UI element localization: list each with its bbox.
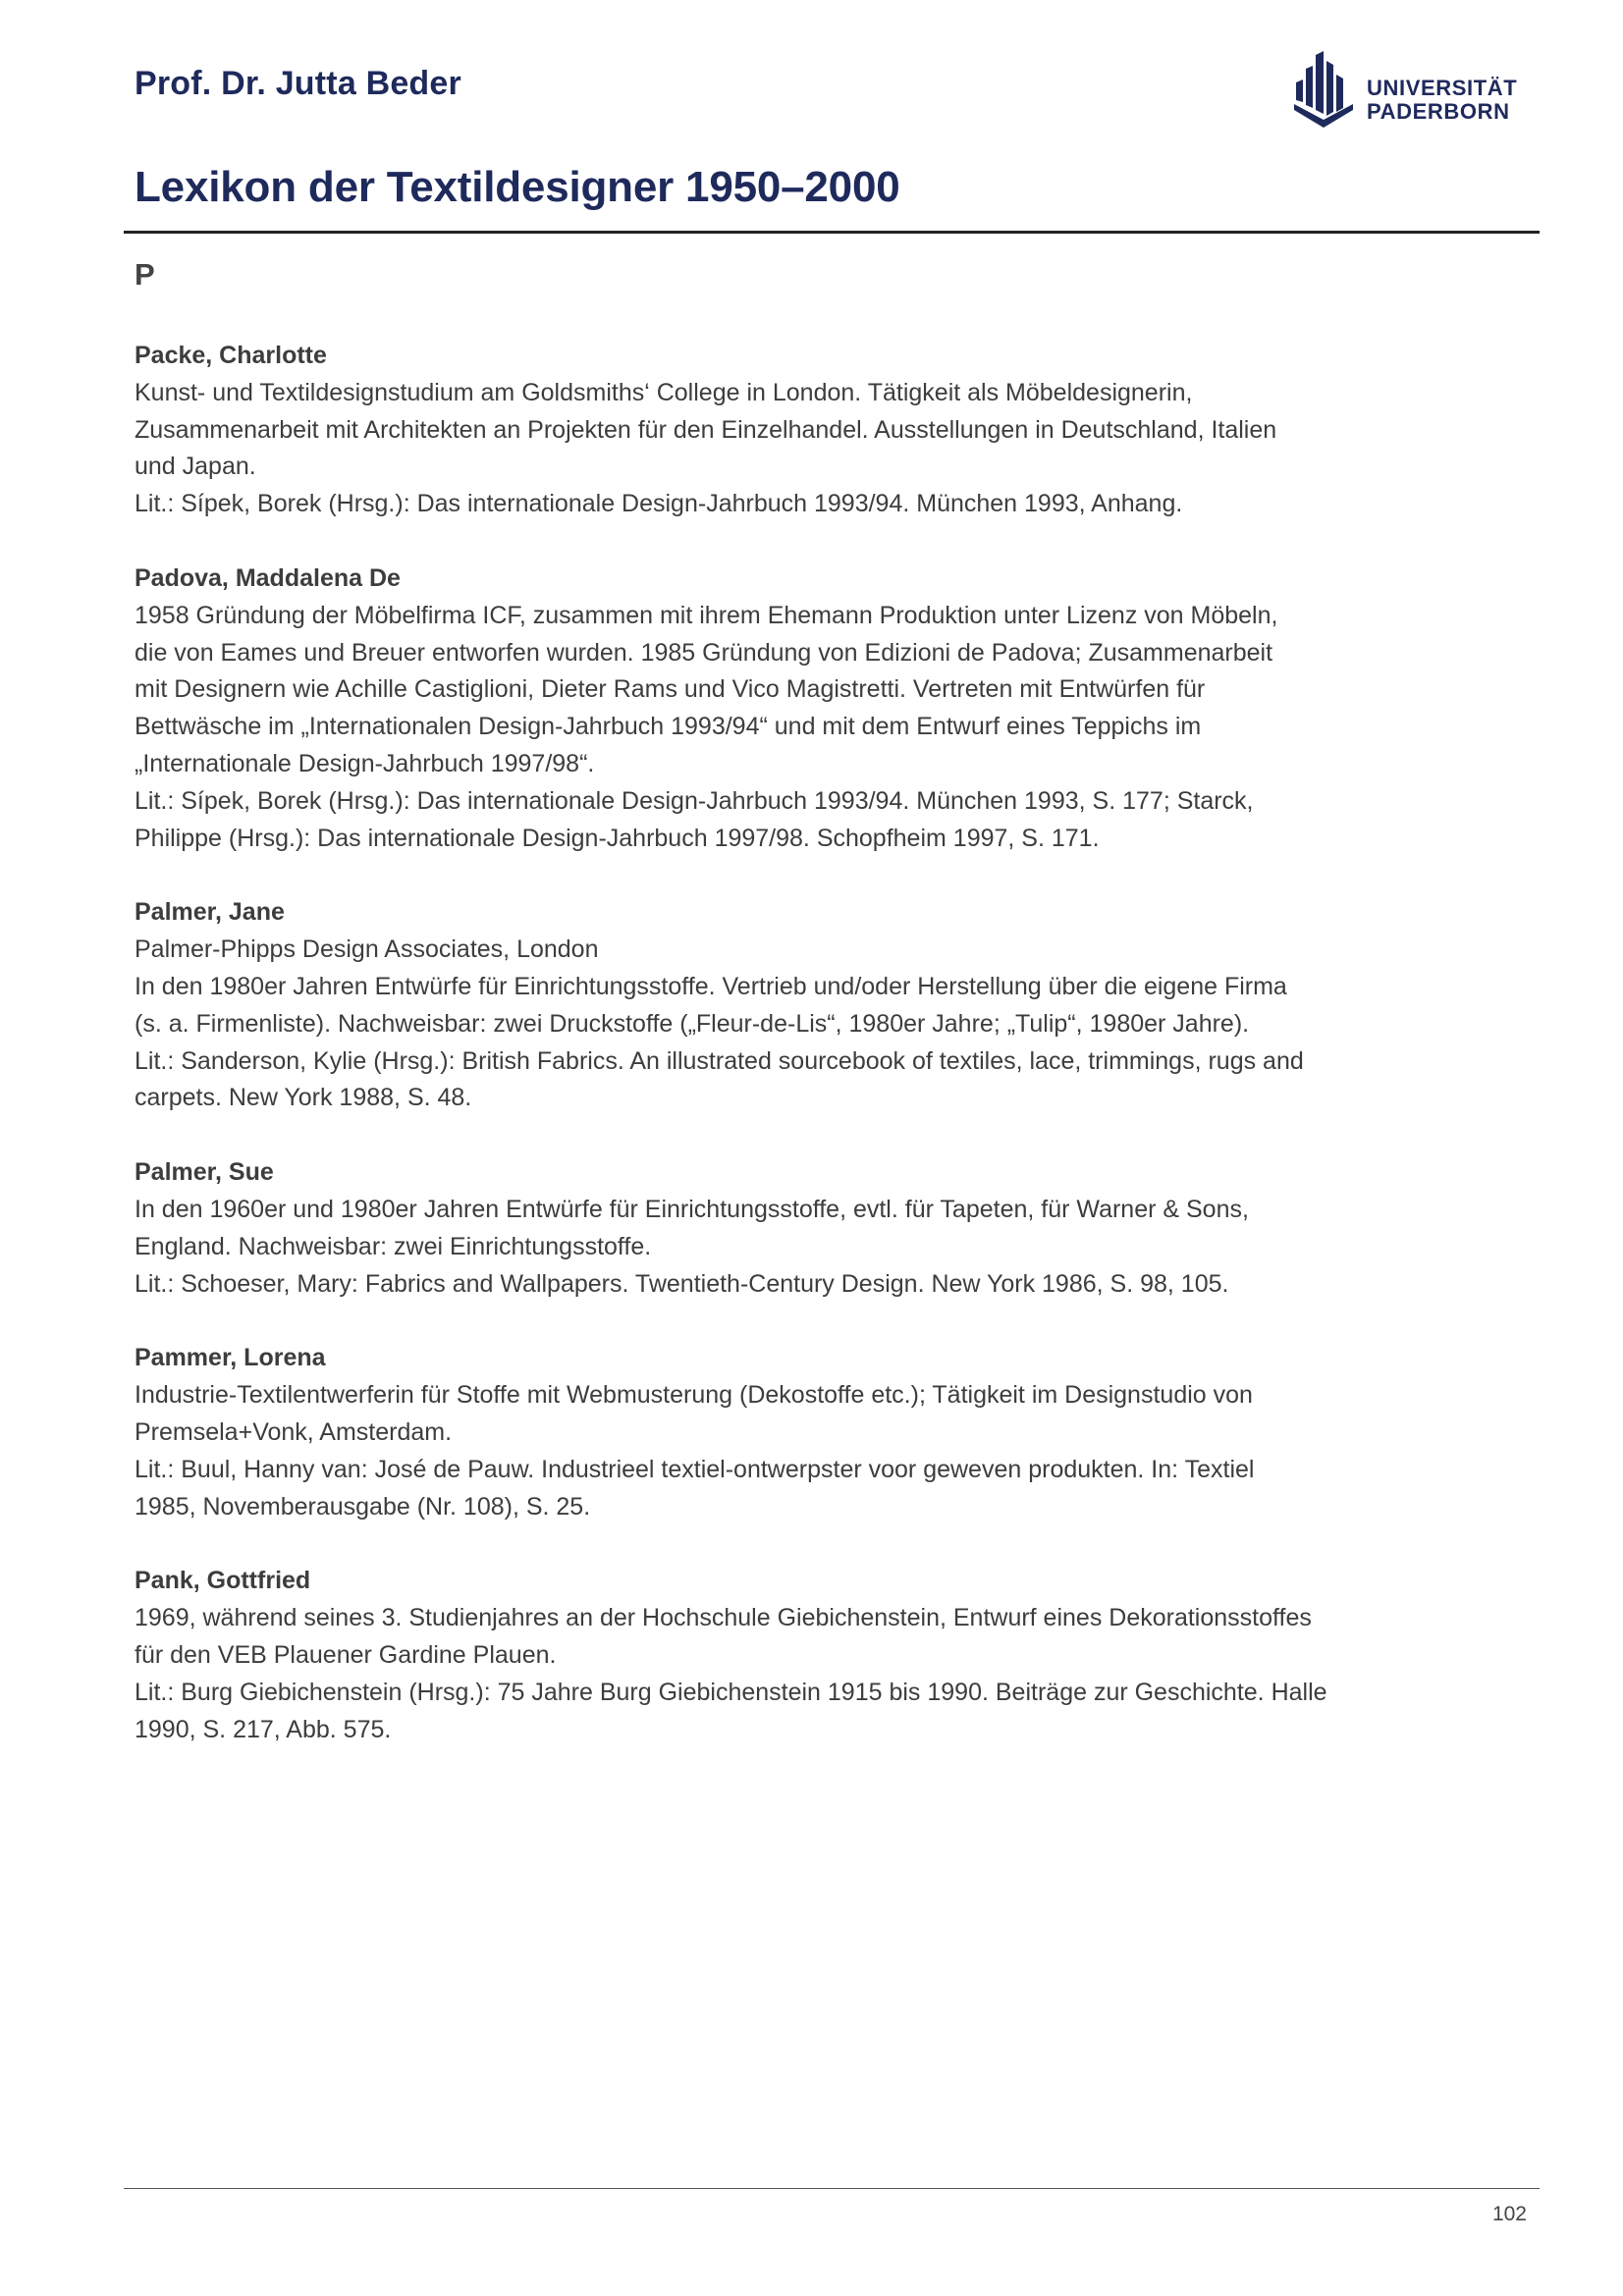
entry-literature: 1985, Novemberausgabe (Nr. 108), S. 25. [135, 1492, 591, 1521]
entry-line: Bettwäsche im „Internationalen Design-Jahrbuch 1993/94“ und mit dem Entwurf eines Teppichs im [135, 713, 1202, 741]
entry-line: 1958 Gründung der Möbelfirma ICF, zusammen mit ihrem Ehemann Produktion unter Lizenz von Möbeln, [135, 601, 1278, 629]
entry-literature: Lit.: Schoeser, Mary: Fabrics and Wallpapers. Twentieth-Century Design. New York 1986, S. 98, 105. [135, 1269, 1229, 1298]
page-title: Lexikon der Textildesigner 1950–2000 [135, 163, 900, 211]
entry-name: Padova, Maddalena De [135, 563, 401, 592]
entry-line: In den 1960er und 1980er Jahren Entwürfe für Einrichtungsstoffe, evtl. für Tapeten, für Warner & Sons, [135, 1195, 1249, 1223]
entry-literature: Lit.: Burg Giebichenstein (Hrsg.): 75 Jahre Burg Giebichenstein 1915 bis 1990. Beiträge zur Geschichte. Halle [135, 1678, 1327, 1706]
entry-name: Palmer, Jane [135, 898, 285, 927]
section-letter: P [135, 257, 155, 292]
title-divider [124, 231, 1540, 234]
entry [135, 561, 1489, 857]
entry [135, 1154, 1489, 1303]
entry [135, 1563, 1489, 1748]
entry-literature: Lit.: Sípek, Borek (Hrsg.): Das internationale Design-Jahrbuch 1993/94. München 1993, S. 177; Starck, [135, 786, 1254, 815]
entry [135, 1340, 1489, 1525]
entry-line: Industrie-Textilentwerferin für Stoffe mit Webmusterung (Dekostoffe etc.); Tätigkeit im Designstudio von [135, 1381, 1253, 1410]
entry-literature: Philippe (Hrsg.): Das internationale Design-Jahrbuch 1997/98. Schopfheim 1997, S. 171. [135, 824, 1100, 852]
entry-line: In den 1980er Jahren Entwürfe für Einrichtungsstoffe. Vertrieb und/oder Herstellung über die eigene Firma [135, 972, 1287, 1000]
footer-divider [124, 2188, 1540, 2189]
author-name: Prof. Dr. Jutta Beder [135, 65, 461, 102]
entry-line: 1969, während seines 3. Studienjahres an der Hochschule Giebichenstein, Entwurf eines Dekorationsstoffes [135, 1604, 1312, 1632]
entry [135, 338, 1489, 523]
entry-name: Pammer, Lorena [135, 1344, 326, 1372]
university-building-logo-icon [1294, 51, 1353, 132]
entry-name: Pank, Gottfried [135, 1567, 311, 1595]
university-name [1367, 77, 1517, 124]
university-name-line2: PADERBORN [1367, 99, 1510, 124]
entry-line: „Internationale Design-Jahrbuch 1997/98“. [135, 749, 595, 777]
entry-literature: carpets. New York 1988, S. 48. [135, 1084, 472, 1112]
entry-literature: Lit.: Sípek, Borek (Hrsg.): Das internationale Design-Jahrbuch 1993/94. München 1993, Anhang. [135, 490, 1183, 518]
entry-literature: 1990, S. 217, Abb. 575. [135, 1715, 392, 1743]
entry-line: für den VEB Plauener Gardine Plauen. [135, 1640, 557, 1669]
entry-literature: Lit.: Sanderson, Kylie (Hrsg.): British Fabrics. An illustrated sourcebook of textiles, lace, trimmings, rugs and [135, 1046, 1304, 1075]
entry-name: Packe, Charlotte [135, 342, 327, 369]
entry-line: und Japan. [135, 453, 256, 481]
entry-line: (s. a. Firmenliste). Nachweisbar: zwei Druckstoffe („Fleur-de-Lis“, 1980er Jahre; „Tulip“, 1980er Jahre). [135, 1009, 1250, 1038]
entry-list [135, 338, 1489, 1786]
entry-line: mit Designern wie Achille Castiglioni, Dieter Rams und Vico Magistretti. Vertreten mit Entwürfen für [135, 675, 1206, 704]
entry-line: Kunst- und Textildesignstudium am Goldsmiths‘ College in London. Tätigkeit als Möbeldesignerin, [135, 378, 1193, 406]
entry-name: Palmer, Sue [135, 1158, 274, 1187]
entry-line: England. Nachweisbar: zwei Einrichtungsstoffe. [135, 1232, 652, 1260]
page-number: 102 [1491, 2203, 1527, 2225]
entry-literature: Lit.: Buul, Hanny van: José de Pauw. Industrieel textiel-ontwerpster voor geweven produkten. In: Textiel [135, 1455, 1255, 1483]
entry-line: die von Eames und Breuer entworfen wurden. 1985 Gründung von Edizioni de Padova; Zusammenarbeit [135, 638, 1273, 667]
entry-line: Palmer-Phipps Design Associates, London [135, 935, 599, 964]
entry [135, 894, 1489, 1117]
university-name-line1: UNIVERSITÄT [1367, 76, 1518, 100]
entry-line: Zusammenarbeit mit Architekten an Projekten für den Einzelhandel. Ausstellungen in Deutschland, Italien [135, 415, 1277, 444]
university-logo [1294, 51, 1530, 132]
entry-line: Premsela+Vonk, Amsterdam. [135, 1417, 453, 1446]
